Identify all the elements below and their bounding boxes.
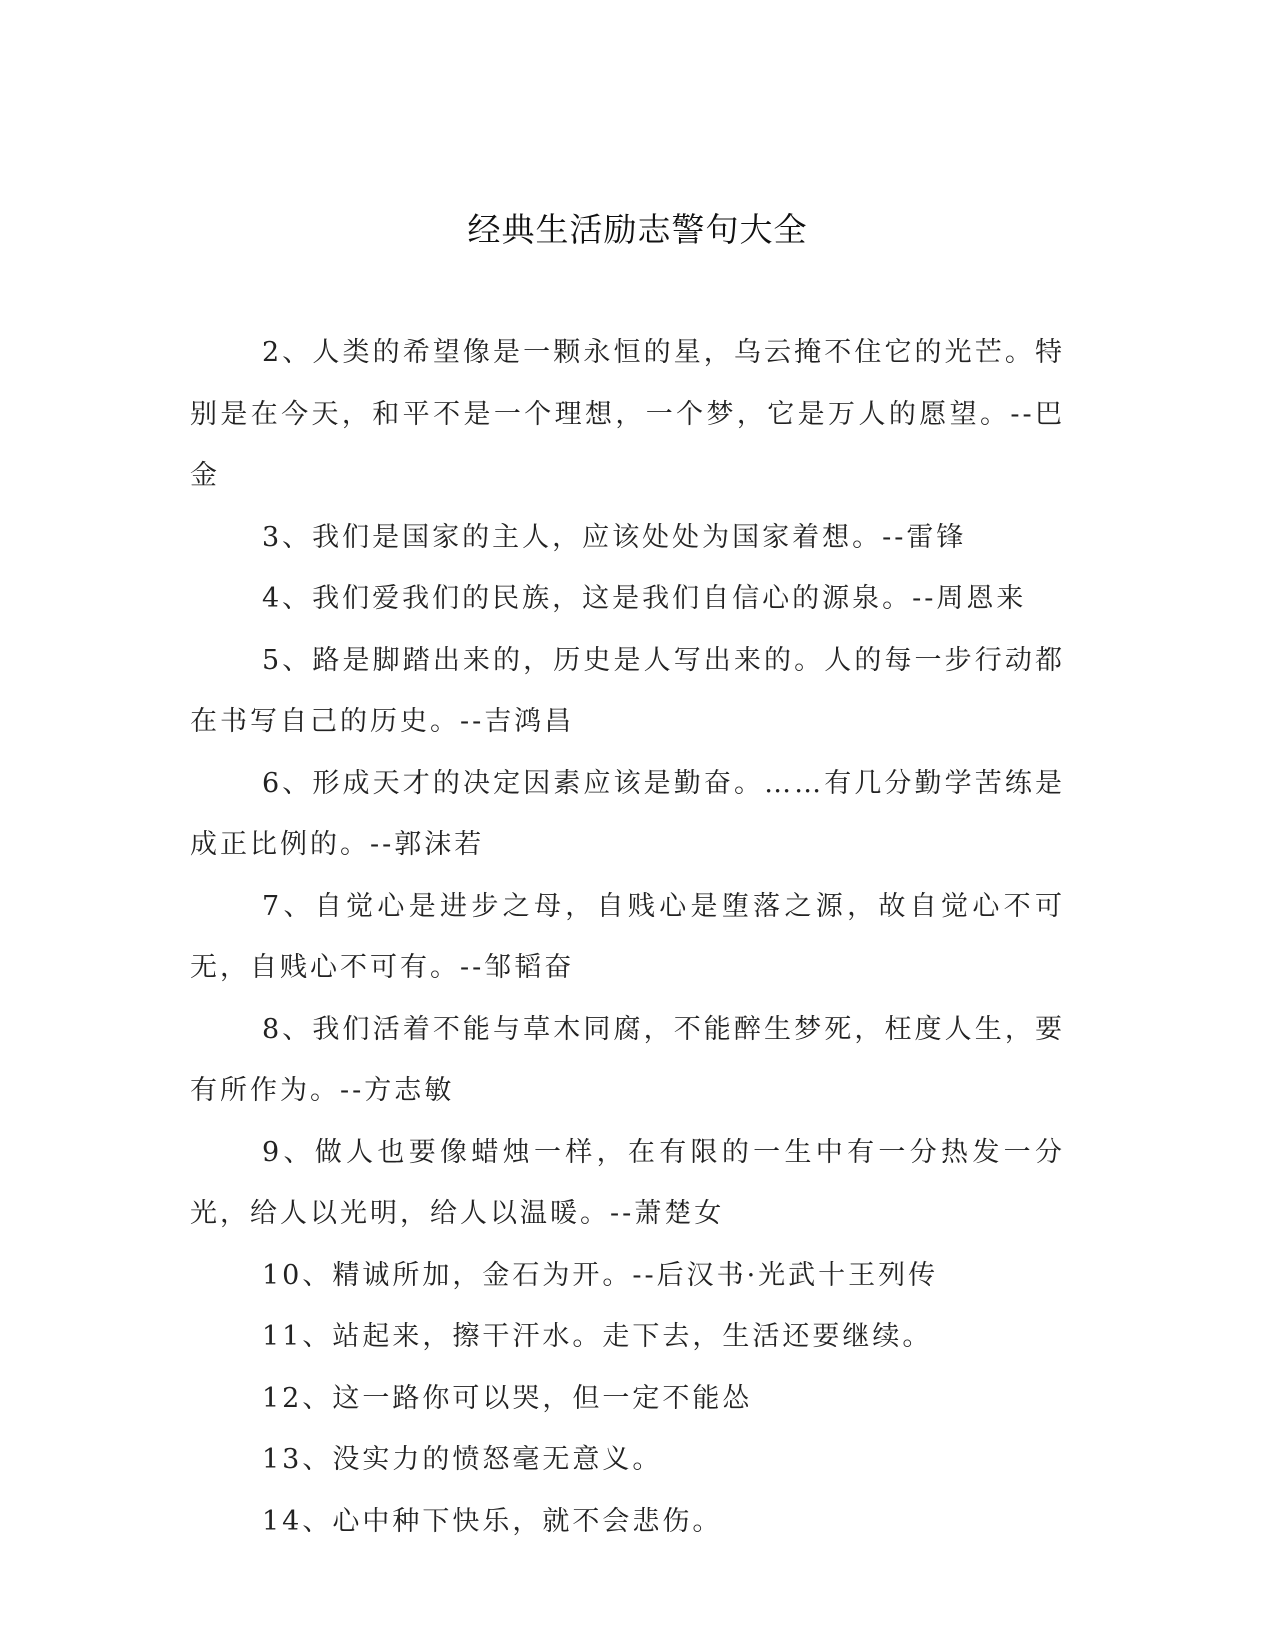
quote-paragraph: 2、人类的希望像是一颗永恒的星，乌云掩不住它的光芒。特别是在今天，和平不是一个理想，一个梦，它是万人的愿望。--巴金 <box>190 337 1065 491</box>
quote-paragraph: 6、形成天才的决定因素应该是勤奋。……有几分勤学苦练是成正比例的。--郭沫若 <box>190 767 1065 860</box>
quote-paragraph: 11、站起来，擦干汗水。走下去，生活还要继续。 <box>262 1321 933 1352</box>
quote-paragraph: 5、路是脚踏出来的，历史是人写出来的。人的每一步行动都在书写自己的历史。--吉鸿昌 <box>190 644 1065 737</box>
quote-paragraph: 3、我们是国家的主人，应该处处为国家着想。--雷锋 <box>262 521 967 553</box>
quote-paragraph: 9、做人也要像蜡烛一样，在有限的一生中有一分热发一分光，给人以光明，给人以温暖。--萧楚女 <box>190 1136 1065 1229</box>
quote-paragraph: 12、这一路你可以哭，但一定不能怂 <box>262 1382 753 1414</box>
quote-paragraph: 8、我们活着不能与草木同腐，不能醉生梦死，枉度人生，要有所作为。--方志敏 <box>190 1013 1065 1106</box>
quote-paragraph: 7、自觉心是进步之母，自贱心是堕落之源，故自觉心不可无，自贱心不可有。--邹韬奋 <box>190 890 1065 983</box>
quote-paragraph: 10、精诚所加，金石为开。--后汉书·光武十王列传 <box>262 1259 939 1291</box>
quote-paragraph: 14、心中种下快乐，就不会悲伤。 <box>262 1505 723 1537</box>
quote-paragraph: 13、没实力的愤怒毫无意义。 <box>262 1444 663 1475</box>
quote-paragraph: 4、我们爱我们的民族，这是我们自信心的源泉。--周恩来 <box>262 583 1027 614</box>
document-body <box>190 322 1065 1552</box>
document-title: 经典生活励志警句大全 <box>467 210 808 249</box>
